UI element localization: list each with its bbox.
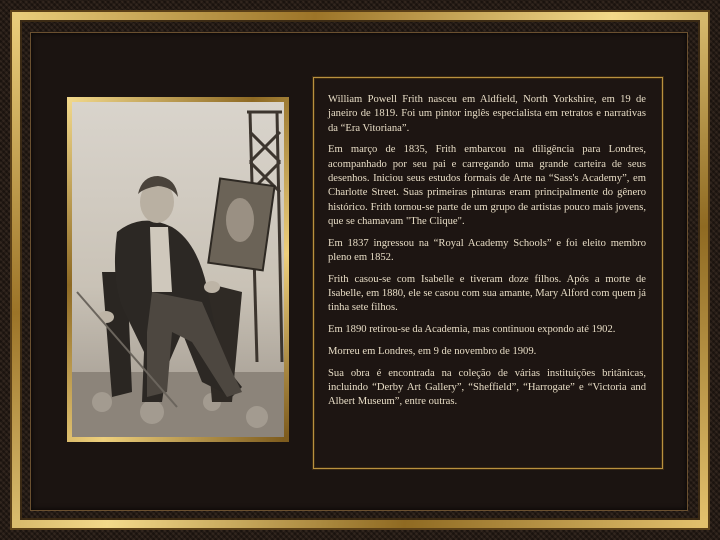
paragraph-early-career: Em março de 1835, Frith embarcou na diligência para Londres, acompanhado por seu pai e carregando uma grande carteira de seus desenhos. Iniciou seus estudos formais de Arte na “Sass's Academy”, em Charlotte Street. Suas primeiras pinturas eram principalmente do gênero histórico. Frith tornou-se parte de um grupo de artistas pouco mais jovens, que se chamavam "The Clique".	[328, 144, 646, 227]
portrait-photo	[67, 97, 289, 442]
paragraph-retirement: Em 1890 retirou-se da Academia, mas continuou expondo até 1902.	[328, 324, 616, 336]
seated-man-portrait-photo-icon	[72, 102, 284, 437]
paragraph-marriage: Frith casou-se com Isabelle e tiveram doze filhos. Após a morte de Isabelle, em 1880, ele se casou com sua amante, Mary Alford com quem já tinha sete filhos.	[328, 273, 646, 314]
paragraph-royal-academy: Em 1837 ingressou na “Royal Academy Schools” e foi eleito membro pleno em 1852.	[328, 237, 646, 263]
biography-text	[328, 93, 646, 417]
paragraph-birth: William Powell Frith nasceu em Aldfield, North Yorkshire, em 19 de janeiro de 1819. Foi um pintor inglês especialista em retratos e narrativas da “Era Vitoriana”.	[328, 94, 646, 134]
biography-text-box	[313, 77, 663, 469]
paragraph-death: Morreu em Londres, em 9 de novembro de 1909.	[328, 345, 537, 357]
paragraph-collections: Sua obra é encontrada na coleção de várias instituições britânicas, incluindo “Derby Art Gallery”, “Sheffield”, “Harrogate” e “Victoria and Albert Museum”, entre outras.	[328, 367, 646, 408]
